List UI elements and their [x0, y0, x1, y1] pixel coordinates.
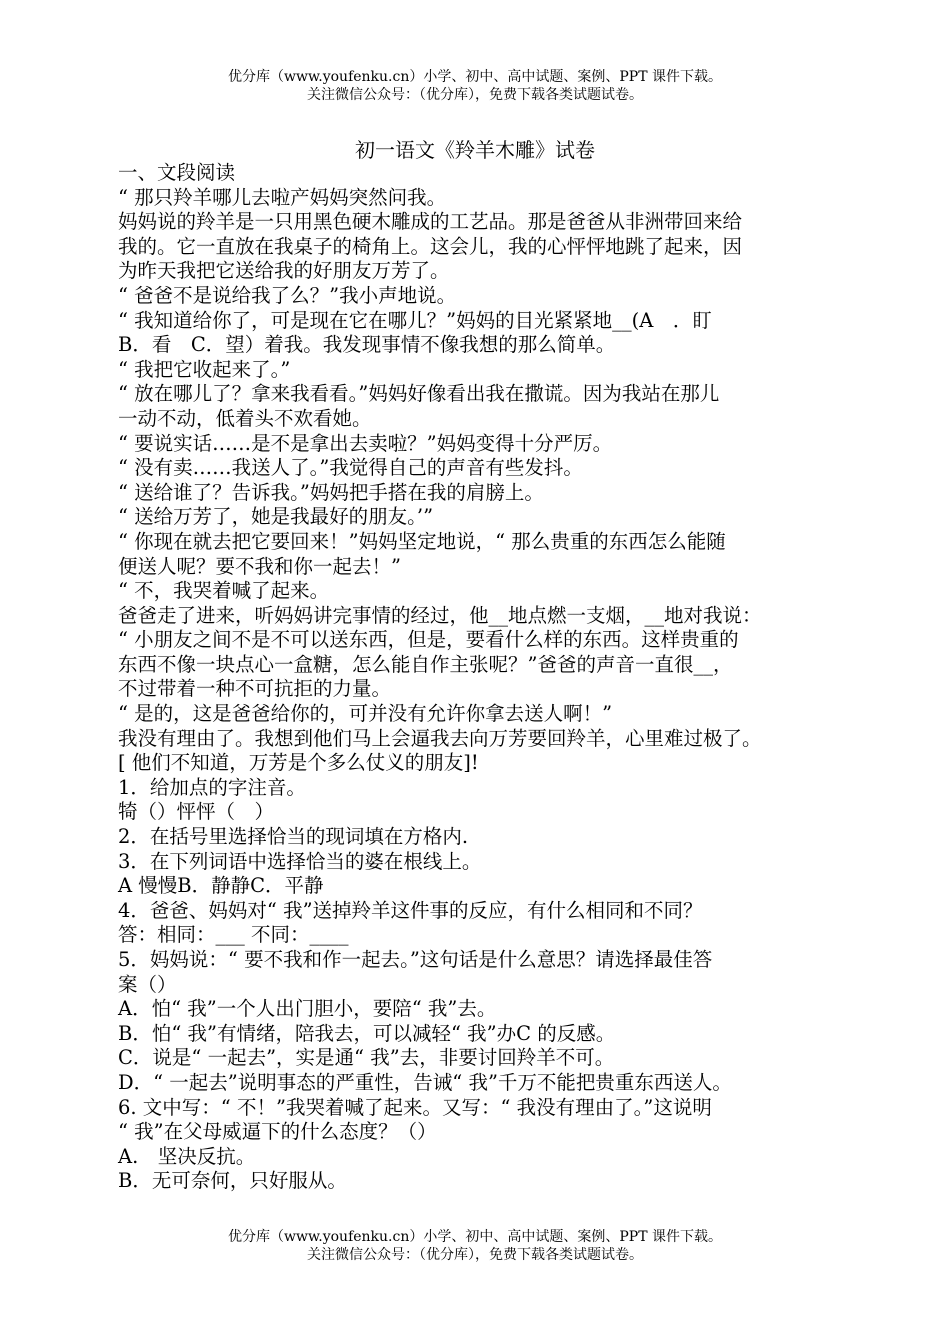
text-line: “ 送给谁了？告诉我。”妈妈把手搭在我的肩膀上。 [118, 480, 544, 504]
footer-line-1: 优分库（www.youfenku.cn）小学、初中、高中试题、案例、PPT 课件下载。 [227, 1229, 722, 1245]
text-line: 爸爸走了进来，听妈妈讲完事情的经过，他__地点燃一支烟，__地对我说： [118, 603, 762, 627]
option-line: B．怕“ 我”有情绪，陪我去，可以减轻“ 我”办C 的反感。 [118, 1021, 616, 1045]
text-line: 妈妈说的羚羊是一只用黑色硬木雕成的工艺品。那是爸爸从非洲带回来给 [118, 210, 743, 234]
text-line: “ 放在哪儿了？拿来我看看。”妈妈好像看出我在撒谎。因为我站在那儿 [118, 382, 720, 406]
text-line: “ 送给万芳了，她是我最好的朋友。’” [118, 505, 434, 529]
text-line: 不过带着一种不可抗拒的力量。 [118, 677, 392, 701]
text-line: 东西不像一块点心一盒糖，怎么能自作主张呢？”爸爸的声音一直很__， [118, 652, 733, 676]
option-line: C．说是“ 一起去”，实是通“ 我”去，非要讨回羚羊不可。 [118, 1046, 615, 1070]
question-line: 1．给加点的字注音。 [118, 775, 306, 799]
text-line: “ 是的，这是爸爸给你的，可并没有允许你拿去送人啊！” [118, 702, 613, 726]
question-line: 5．妈妈说：“ 要不我和作一起去。”这句话是什么意思？请选择最佳答 [118, 948, 713, 971]
option-line: A. 坚决反抗。 [118, 1144, 256, 1168]
text-line: “ 那只羚羊哪儿去啦产妈妈突然问我。 [118, 185, 447, 209]
page-header [0, 68, 950, 104]
document-body [118, 161, 858, 1194]
text-line: “ 我知道给你了，可是现在它在哪儿？”妈妈的目光紧紧地__(A ．盯 [118, 308, 712, 332]
question-line: A 慢慢B．静静C．平静 [118, 874, 324, 898]
footer-line-2: 关注微信公众号：（优分库），免费下载各类试题试卷。 [307, 1247, 643, 1263]
text-line: 便送人呢？要不我和你一起去！” [118, 554, 401, 578]
text-line: B．看 C．望）着我。我发现事情不像我想的那么简单。 [118, 333, 616, 357]
question-line: 犄（）怦怦（ ） [118, 800, 275, 824]
text-line: “ 爸爸不是说给我了么？”我小声地说。 [118, 283, 457, 307]
page-footer [0, 1228, 950, 1264]
question-line: “ 我”在父母威逼下的什么态度？（） [118, 1120, 437, 1144]
header-line-1: 优分库（www.youfenku.cn）小学、初中、高中试题、案例、PPT 课件下载。 [227, 69, 722, 85]
question-line: 2．在括号里选择恰当的现词填在方格内. [118, 825, 469, 849]
text-line: 一动不动，低着头不欢看她。 [118, 406, 372, 430]
question-line: 案（） [118, 972, 177, 996]
question-line: 6. 文中写：“ 不！”我哭着喊了起来。又写：“ 我没有理由了。”这说明 [118, 1095, 712, 1119]
question-line: 4．爸爸、妈妈对“ 我”送掉羚羊这件事的反应，有什么相同和不同？ [118, 898, 703, 922]
section-heading: 一、文段阅读 [118, 161, 236, 184]
text-line: “ 不，我哭着喊了起来。 [118, 579, 330, 603]
text-line: 我没有理由了。我想到他们马上会逼我去向万芳要回羚羊，心里难过极了。 [118, 726, 762, 750]
text-line: “ 我把它收起来了。” [118, 357, 291, 381]
text-line: 为昨天我把它送给我的好朋友万芳了。 [118, 259, 450, 283]
text-line: [ 他们不知道，万芳是个多么仗义的朋友]! [118, 751, 479, 775]
question-line: 答：相同：___ 不同：____ [118, 923, 349, 947]
text-line: 我的。它一直放在我桌子的椅角上。这会儿，我的心怦怦地跳了起来，因 [118, 234, 743, 258]
document-title: 初一语文《羚羊木雕》试卷 [355, 138, 595, 162]
text-line: “ 没有卖……我送人了。”我觉得自己的声音有些发抖。 [118, 456, 583, 480]
option-line: D．“ 一起去”说明事态的严重性，告诫“ 我”千万不能把贵重东西送人。 [118, 1070, 732, 1094]
text-line: “ 你现在就去把它要回来！”妈妈坚定地说，“ 那么贵重的东西怎么能随 [118, 529, 726, 553]
text-line: “ 要说实话……是不是拿出去卖啦？”妈妈变得十分严厉。 [118, 431, 613, 455]
option-line: A．怕“ 我”一个人出门胆小，要陪“ 我”去。 [118, 997, 497, 1021]
header-line-2: 关注微信公众号：（优分库），免费下载各类试题试卷。 [307, 87, 643, 103]
text-line: “ 小朋友之间不是不可以送东西，但是，要看什么样的东西。这样贵重的 [118, 628, 739, 652]
option-line: B．无可奈何，只好服从。 [118, 1169, 347, 1193]
question-line: 3．在下列词语中选择恰当的婆在根线上。 [118, 849, 482, 873]
